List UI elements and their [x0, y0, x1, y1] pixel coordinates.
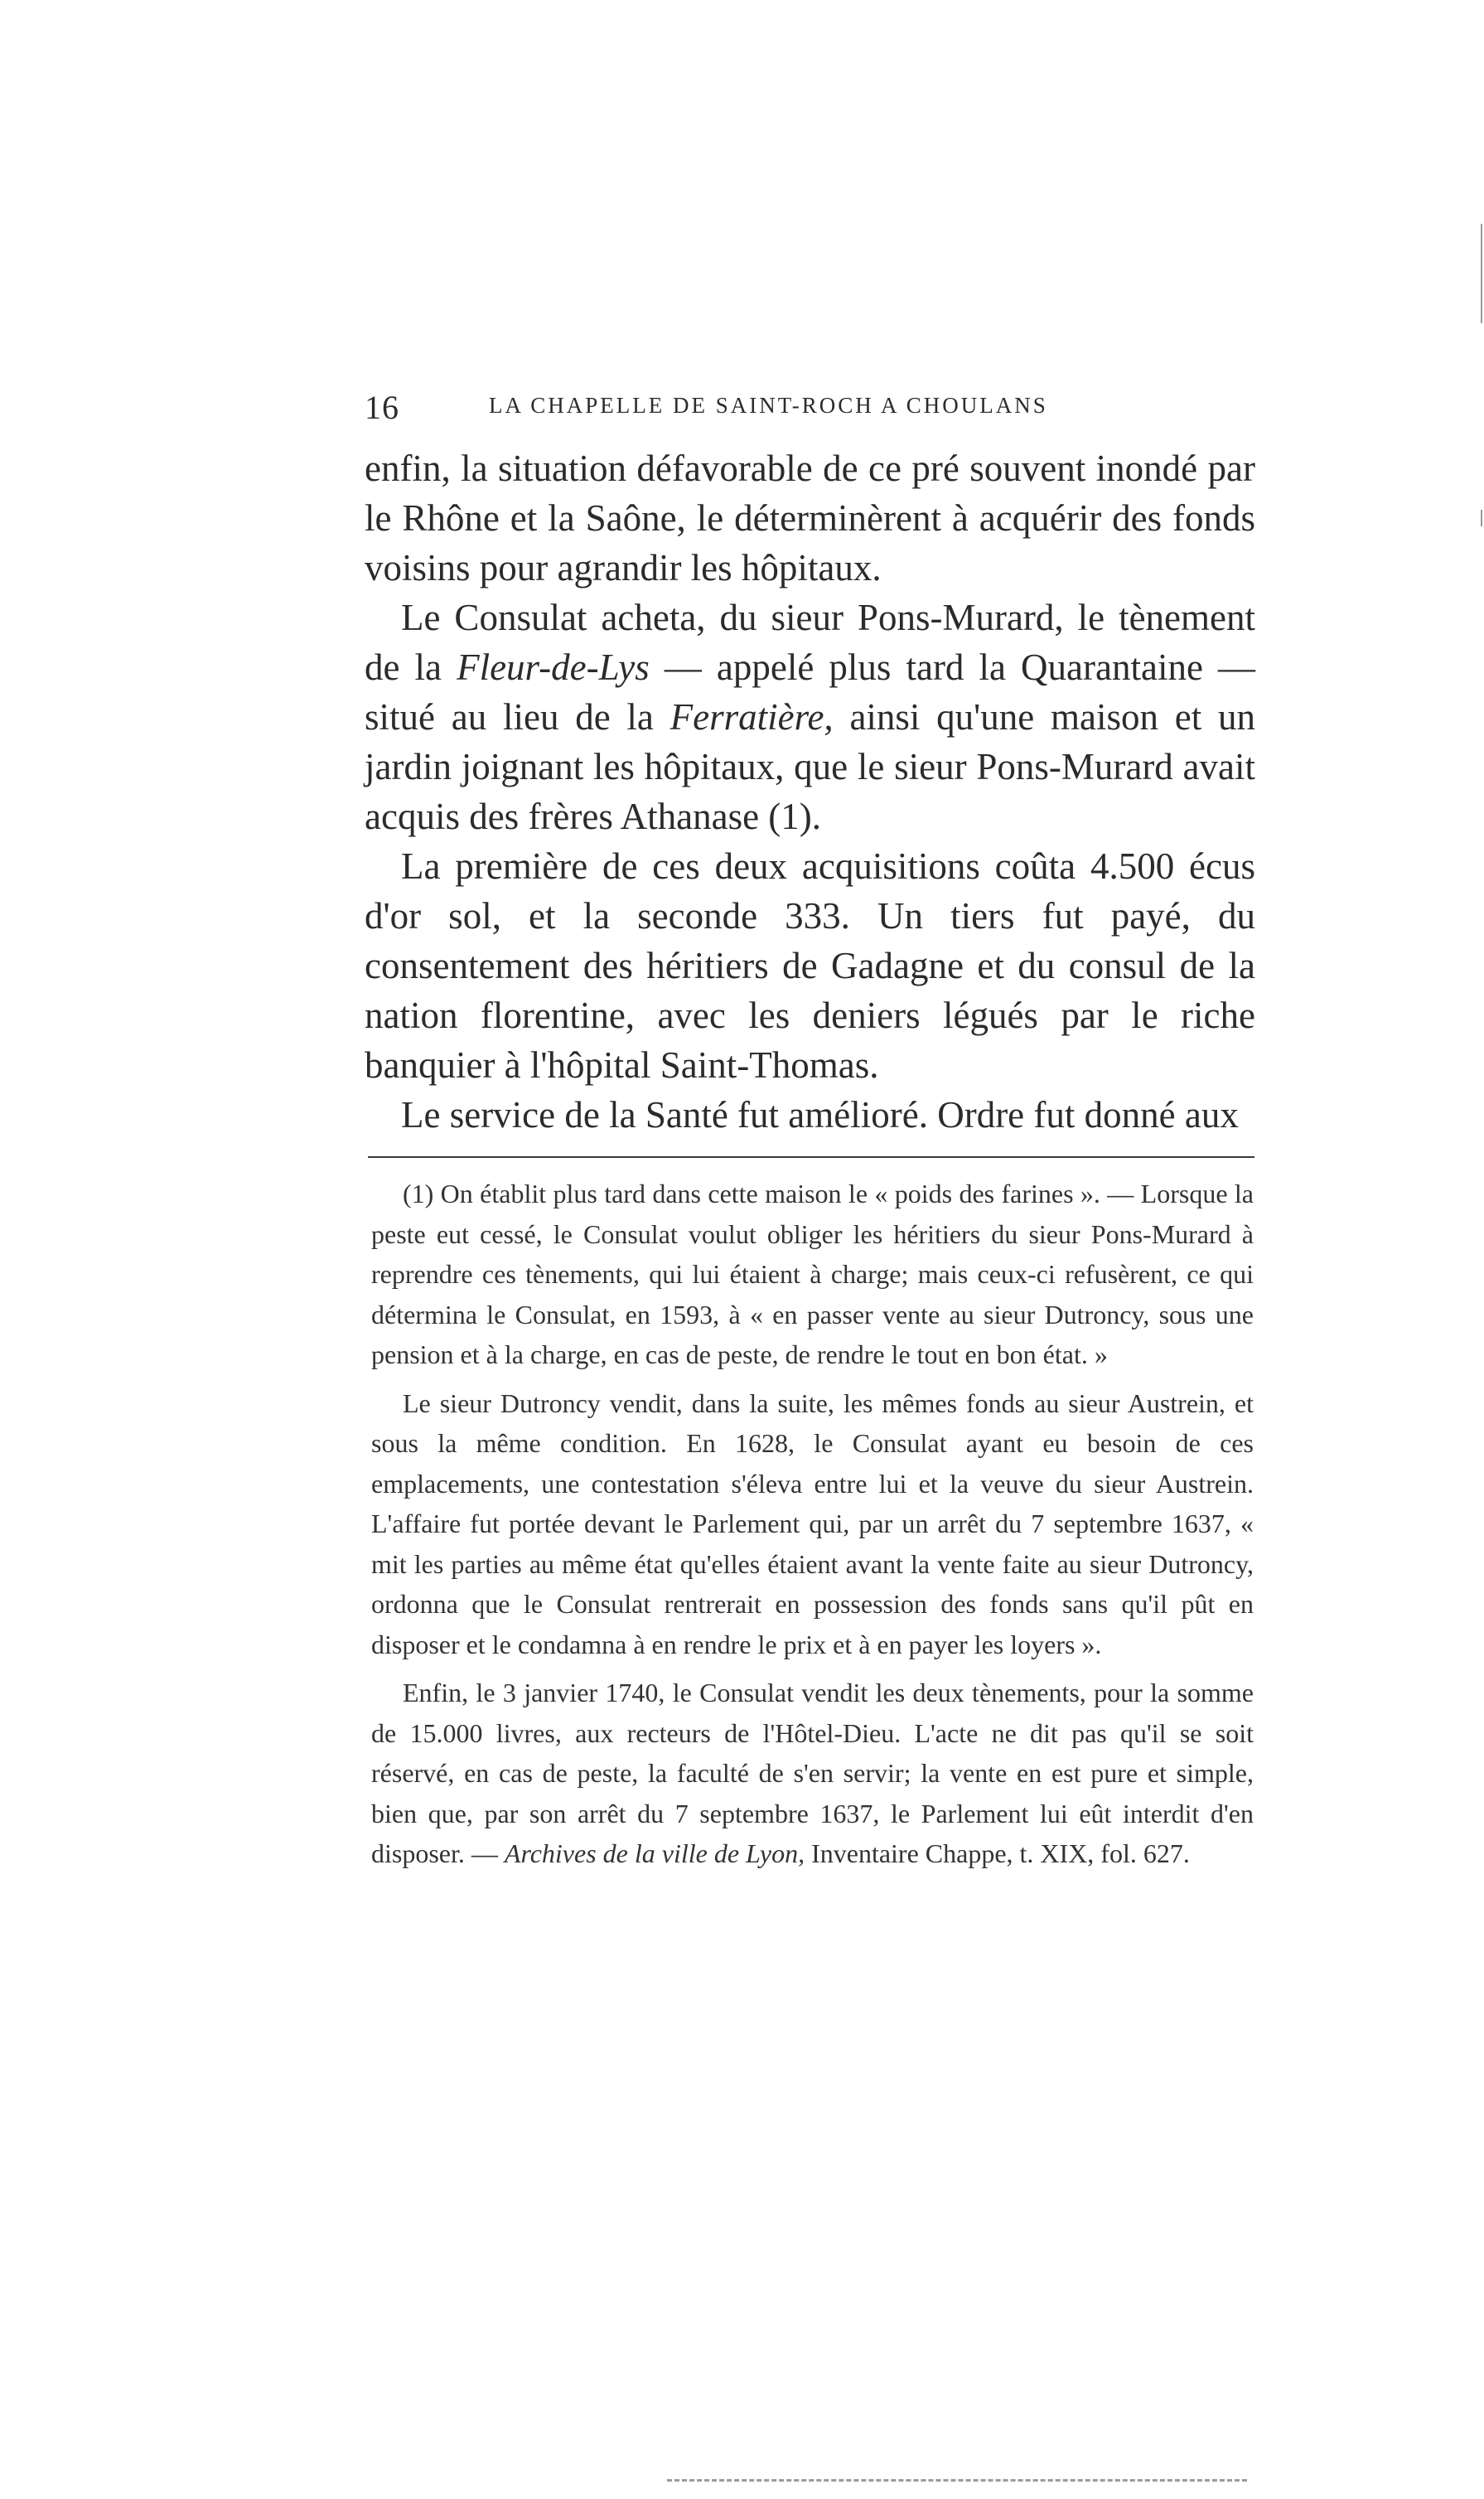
- place-name-fleur-de-lys: Fleur-de-Lys: [457, 647, 650, 688]
- place-name-ferratiere: Ferratière,: [669, 696, 834, 738]
- page-number: 16: [365, 389, 399, 426]
- bottom-scan-artifact: [667, 2479, 1247, 2482]
- footnotes: [371, 1174, 1254, 1882]
- footnote-continuation-2-part-c: Inventaire Chappe, t. XIX, fol. 627.: [805, 1838, 1190, 1868]
- paragraph-4: Le service de la Santé fut amélioré. Ordre fut donné aux: [401, 1094, 1239, 1136]
- margin-scan-mark-upper: [1481, 224, 1482, 323]
- footnote-continuation-1: Le sieur Dutroncy vendit, dans la suite, les mêmes fonds au sieur Austrein, et sous la même condition. En 1628, le Consulat ayant eu besoin de ces emplacements, une contestation s'éleva entre lui et la veuve du sieur Austrein. L'affaire fut portée devant le Parlement qui, par un arrêt du 7 septembre 1637, « mit les parties au même état qu'elles étaient avant la vente faite au sieur Dutroncy, ordonna que le Consulat rentrerait en possession des fonds sans qu'il pût en disposer et le condamna à en rendre le prix et à en payer les loyers ».: [371, 1388, 1254, 1659]
- paragraph-2-part-e: ainsi qu'une maison et un jardin joignant les hôpitaux, que le sieur Pons-Murard avait acquis des frères Athanase (1).: [365, 696, 1255, 837]
- main-text: [365, 443, 1255, 1140]
- running-title: LA CHAPELLE DE SAINT-ROCH A CHOULANS: [489, 393, 1048, 418]
- footnote-separator: [368, 1156, 1254, 1158]
- page-header: [365, 388, 1243, 429]
- paragraph-2-part-c: — appelé plus tard la Quarantaine — situé au lieu de la: [365, 647, 1255, 738]
- paragraph-3: La première de ces deux acquisitions coûta 4.500 écus d'or sol, et la seconde 333. Un tiers fut payé, du consentement des héritiers de Gadagne et du consul de la nation florentine, avec les deniers légués par le riche banquier à l'hôpital Saint-Thomas.: [365, 845, 1255, 1086]
- margin-scan-mark-lower: [1481, 510, 1482, 526]
- footnote-continuation-2: [371, 1673, 1254, 1874]
- paragraph-2-part-a: Le Consulat acheta, du sieur Pons-Murard, le tènement de la: [365, 597, 1255, 688]
- archive-citation: Archives de la ville de Lyon,: [504, 1838, 805, 1868]
- footnote-1: (1) On établit plus tard dans cette maison le « poids des farines ». — Lorsque la peste eut cessé, le Consulat voulut obliger les héritiers du sieur Pons-Murard à reprendre ces tènements, qui lui étaient à charge; mais ceux-ci refusèrent, ce qui détermina le Consulat, en 1593, à « en passer vente au sieur Dutroncy, sous une pension et à la charge, en cas de peste, de rendre le tout en bon état. »: [371, 1179, 1254, 1369]
- paragraph-1: enfin, la situation défavorable de ce pré souvent inondé par le Rhône et la Saône, le déterminèrent à acquérir des fonds voisins pour agrandir les hôpitaux.: [365, 448, 1255, 588]
- paragraph-2: [365, 593, 1255, 841]
- footnote-continuation-2-part-a: Enfin, le 3 janvier 1740, le Consulat vendit les deux tènements, pour la somme de 15.000 livres, aux recteurs de l'Hôtel-Dieu. L'acte ne dit pas qu'il se soit réservé, en cas de peste, la faculté de s'en servir; la vente en est pure et simple, bien que, par son arrêt du 7 septembre 1637, le Parlement lui eût interdit d'en disposer. —: [371, 1678, 1254, 1868]
